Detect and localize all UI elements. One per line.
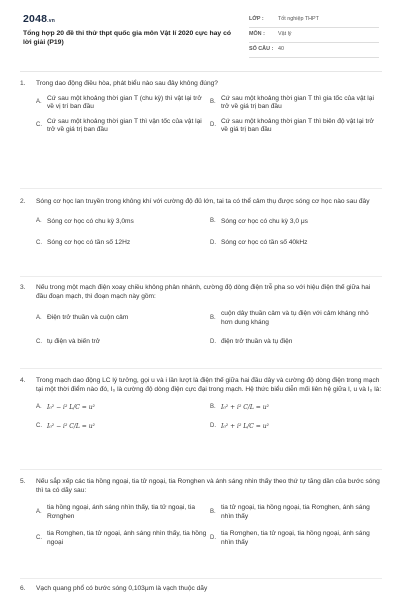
question-stem: [20, 198, 382, 207]
option-letter: B.: [210, 508, 216, 515]
question-number: 2.: [20, 198, 26, 205]
answer-option[interactable]: [210, 95, 382, 112]
option-letter: D.: [210, 422, 216, 429]
question-item: [20, 585, 382, 594]
option-letter: D.: [210, 122, 216, 129]
question-text: Vạch quang phổ có bước sóng 0,103μm là vạch thuộc dãy: [36, 585, 208, 592]
document-title: Tổng hợp 20 đề thi thử thpt quốc gia môn Vật lí 2020 cực hay có lời giải (P19): [23, 30, 232, 47]
question-number: 3.: [20, 284, 26, 291]
question-number: 1.: [20, 80, 26, 87]
answer-option[interactable]: [36, 504, 208, 521]
option-letter: B.: [210, 99, 216, 106]
option-text: Sóng cơ học có tần số 12Hz: [47, 239, 131, 247]
answer-option[interactable]: [36, 530, 208, 547]
question-item: [20, 80, 382, 135]
site-logo[interactable]: 2048.vn: [23, 13, 55, 25]
question-divider: [20, 578, 382, 579]
question-text: Nếu trong một mạch điện xoay chiều không phân nhánh, cường độ dòng điện trễ pha so với hiệu điện thế giữa hai đầu đoạn mạch, thì đoạn mạch này gồm:: [36, 284, 371, 300]
option-letter: A.: [36, 99, 42, 106]
option-letter: C.: [36, 122, 42, 129]
document-meta: [249, 13, 379, 58]
answer-option[interactable]: [210, 218, 382, 227]
meta-row-subject: [249, 28, 379, 43]
answer-option[interactable]: [36, 218, 208, 227]
option-letter: A.: [36, 314, 42, 321]
option-formula: I₀² − i² C/L = u²: [47, 422, 95, 430]
document-header: [23, 8, 379, 64]
answer-option[interactable]: [210, 310, 382, 327]
option-letter: C.: [36, 534, 42, 541]
question-number: 4.: [20, 377, 26, 384]
option-text: điện trở thuần và tụ điện: [221, 338, 293, 346]
answer-option[interactable]: [210, 530, 382, 547]
option-letter: D.: [210, 338, 216, 345]
option-letter: A.: [36, 404, 42, 411]
question-item: [20, 478, 382, 547]
meta-row-class: [249, 13, 379, 28]
question-number: 5.: [20, 478, 26, 485]
question-item: [20, 284, 382, 347]
answer-option[interactable]: [36, 118, 208, 135]
question-item: [20, 198, 382, 248]
option-text: tia Rơnghen, tia tử ngoại, tia hồng ngoại, ánh sáng nhìn thấy: [221, 530, 370, 546]
question-stem: [20, 377, 382, 394]
question-stem: [20, 585, 382, 594]
option-formula: I₀² + i² L/C = u²: [221, 422, 269, 430]
answer-option[interactable]: [36, 239, 208, 248]
question-text: Trong mạch dao động LC lý tưởng, gọi u và i lần lượt là điện thế giữa hai đầu dây và cường độ dòng điện trong mạch tại một thời điểm nào đó, I₀ là cường độ dòng điện cực đại trong mạch. Hệ thức biểu diễn mối liên hệ giữa I, u và I₀ là:: [36, 377, 382, 393]
question-text: Trong dao động điều hòa, phát biểu nào sau đây không đúng?: [36, 80, 218, 87]
meta-label: LỚP :: [249, 16, 264, 23]
option-letter: D.: [210, 239, 216, 246]
option-letter: B.: [210, 404, 216, 411]
option-text: Cứ sau một khoảng thời gian T thì biên độ vật lại trở về giá trị ban đầu: [221, 117, 374, 134]
option-text: tia Rơnghen, tia tử ngoại, ánh sáng nhìn thấy, tia hồng ngoại: [47, 530, 207, 546]
question-stem: [20, 80, 382, 89]
meta-value: 40: [278, 46, 284, 53]
question-divider: [20, 469, 382, 470]
option-text: Sóng cơ học có chu kỳ 3,0 μs: [221, 217, 308, 225]
answer-option[interactable]: [210, 338, 382, 347]
question-divider: [20, 188, 382, 189]
answer-options: [36, 95, 382, 135]
question-divider: [20, 276, 382, 277]
meta-label: MÔN :: [249, 31, 265, 38]
option-text: tia tử ngoại, tia hồng ngoại, tia Rơnghen, ánh sáng nhìn thấy: [221, 504, 370, 520]
option-text: Cứ sau một khoảng thời gian T (chu kỳ) thì vật lại trở về vị trí ban đầu: [47, 94, 202, 111]
question-stem: [20, 478, 382, 495]
option-letter: C.: [36, 338, 42, 345]
option-formula: I₀² − i² L/C = u²: [47, 404, 95, 412]
question-text: Sóng cơ học lan truyền trong không khí với cường độ đủ lớn, tai ta có thể cảm thụ được sóng cơ học nào sau đây: [36, 198, 370, 205]
answer-options: [36, 404, 382, 431]
meta-row-question-count: [249, 43, 379, 58]
answer-option[interactable]: [36, 423, 208, 431]
answer-option[interactable]: [210, 404, 382, 412]
answer-options: [36, 218, 382, 248]
meta-label: SỐ CÂU :: [249, 46, 274, 53]
question-text: Nếu sắp xếp các tia hồng ngoại, tia tử ngoại, tia Rơnghen và ánh sáng nhìn thấy theo thứ tự tăng dần của bước sóng thì ta có dãy sau:: [36, 478, 380, 494]
answer-option[interactable]: [210, 504, 382, 521]
answer-option[interactable]: [36, 338, 208, 347]
option-letter: A.: [36, 217, 42, 224]
option-letter: B.: [210, 314, 216, 321]
option-letter: C.: [36, 239, 42, 246]
option-text: cuộn dây thuần cảm và tụ điện với cảm kháng nhỏ hơn dung kháng: [221, 310, 369, 326]
answer-option[interactable]: [36, 310, 208, 327]
answer-option[interactable]: [36, 95, 208, 112]
answer-option[interactable]: [36, 404, 208, 412]
answer-option[interactable]: [210, 423, 382, 431]
option-text: Cứ sau một khoảng thời gian T thì vận tốc của vật lại trở về giá trị ban đầu: [47, 117, 202, 134]
question-divider: [20, 368, 382, 369]
question-number: 6.: [20, 585, 26, 592]
option-text: Điện trở thuần và cuộn cảm: [47, 314, 129, 322]
header-divider: [20, 71, 382, 72]
question-item: [20, 377, 382, 431]
question-stem: [20, 284, 382, 301]
option-letter: C.: [36, 422, 42, 429]
option-letter: D.: [210, 534, 216, 541]
option-letter: A.: [36, 508, 42, 515]
option-text: tia hồng ngoại, ánh sáng nhìn thấy, tia tử ngoại, tia Rơnghen: [47, 504, 195, 520]
option-text: Cứ sau một khoảng thời gian T thì gia tốc của vật lại trở về giá trị ban đầu: [221, 94, 374, 111]
answer-options: [36, 504, 382, 547]
meta-value: Tốt nghiệp THPT: [278, 16, 319, 23]
option-letter: B.: [210, 217, 216, 224]
meta-value: Vật lý: [278, 31, 292, 38]
answer-option[interactable]: [210, 118, 382, 135]
answer-options: [36, 310, 382, 347]
answer-option[interactable]: [210, 239, 382, 248]
option-formula: I₀² + i² C/L = u²: [221, 404, 269, 412]
option-text: tụ điện và biến trở: [47, 338, 101, 346]
option-text: Sóng cơ học có chu kỳ 3,0ms: [47, 217, 134, 225]
option-text: Sóng cơ học có tần số 40kHz: [221, 239, 308, 247]
